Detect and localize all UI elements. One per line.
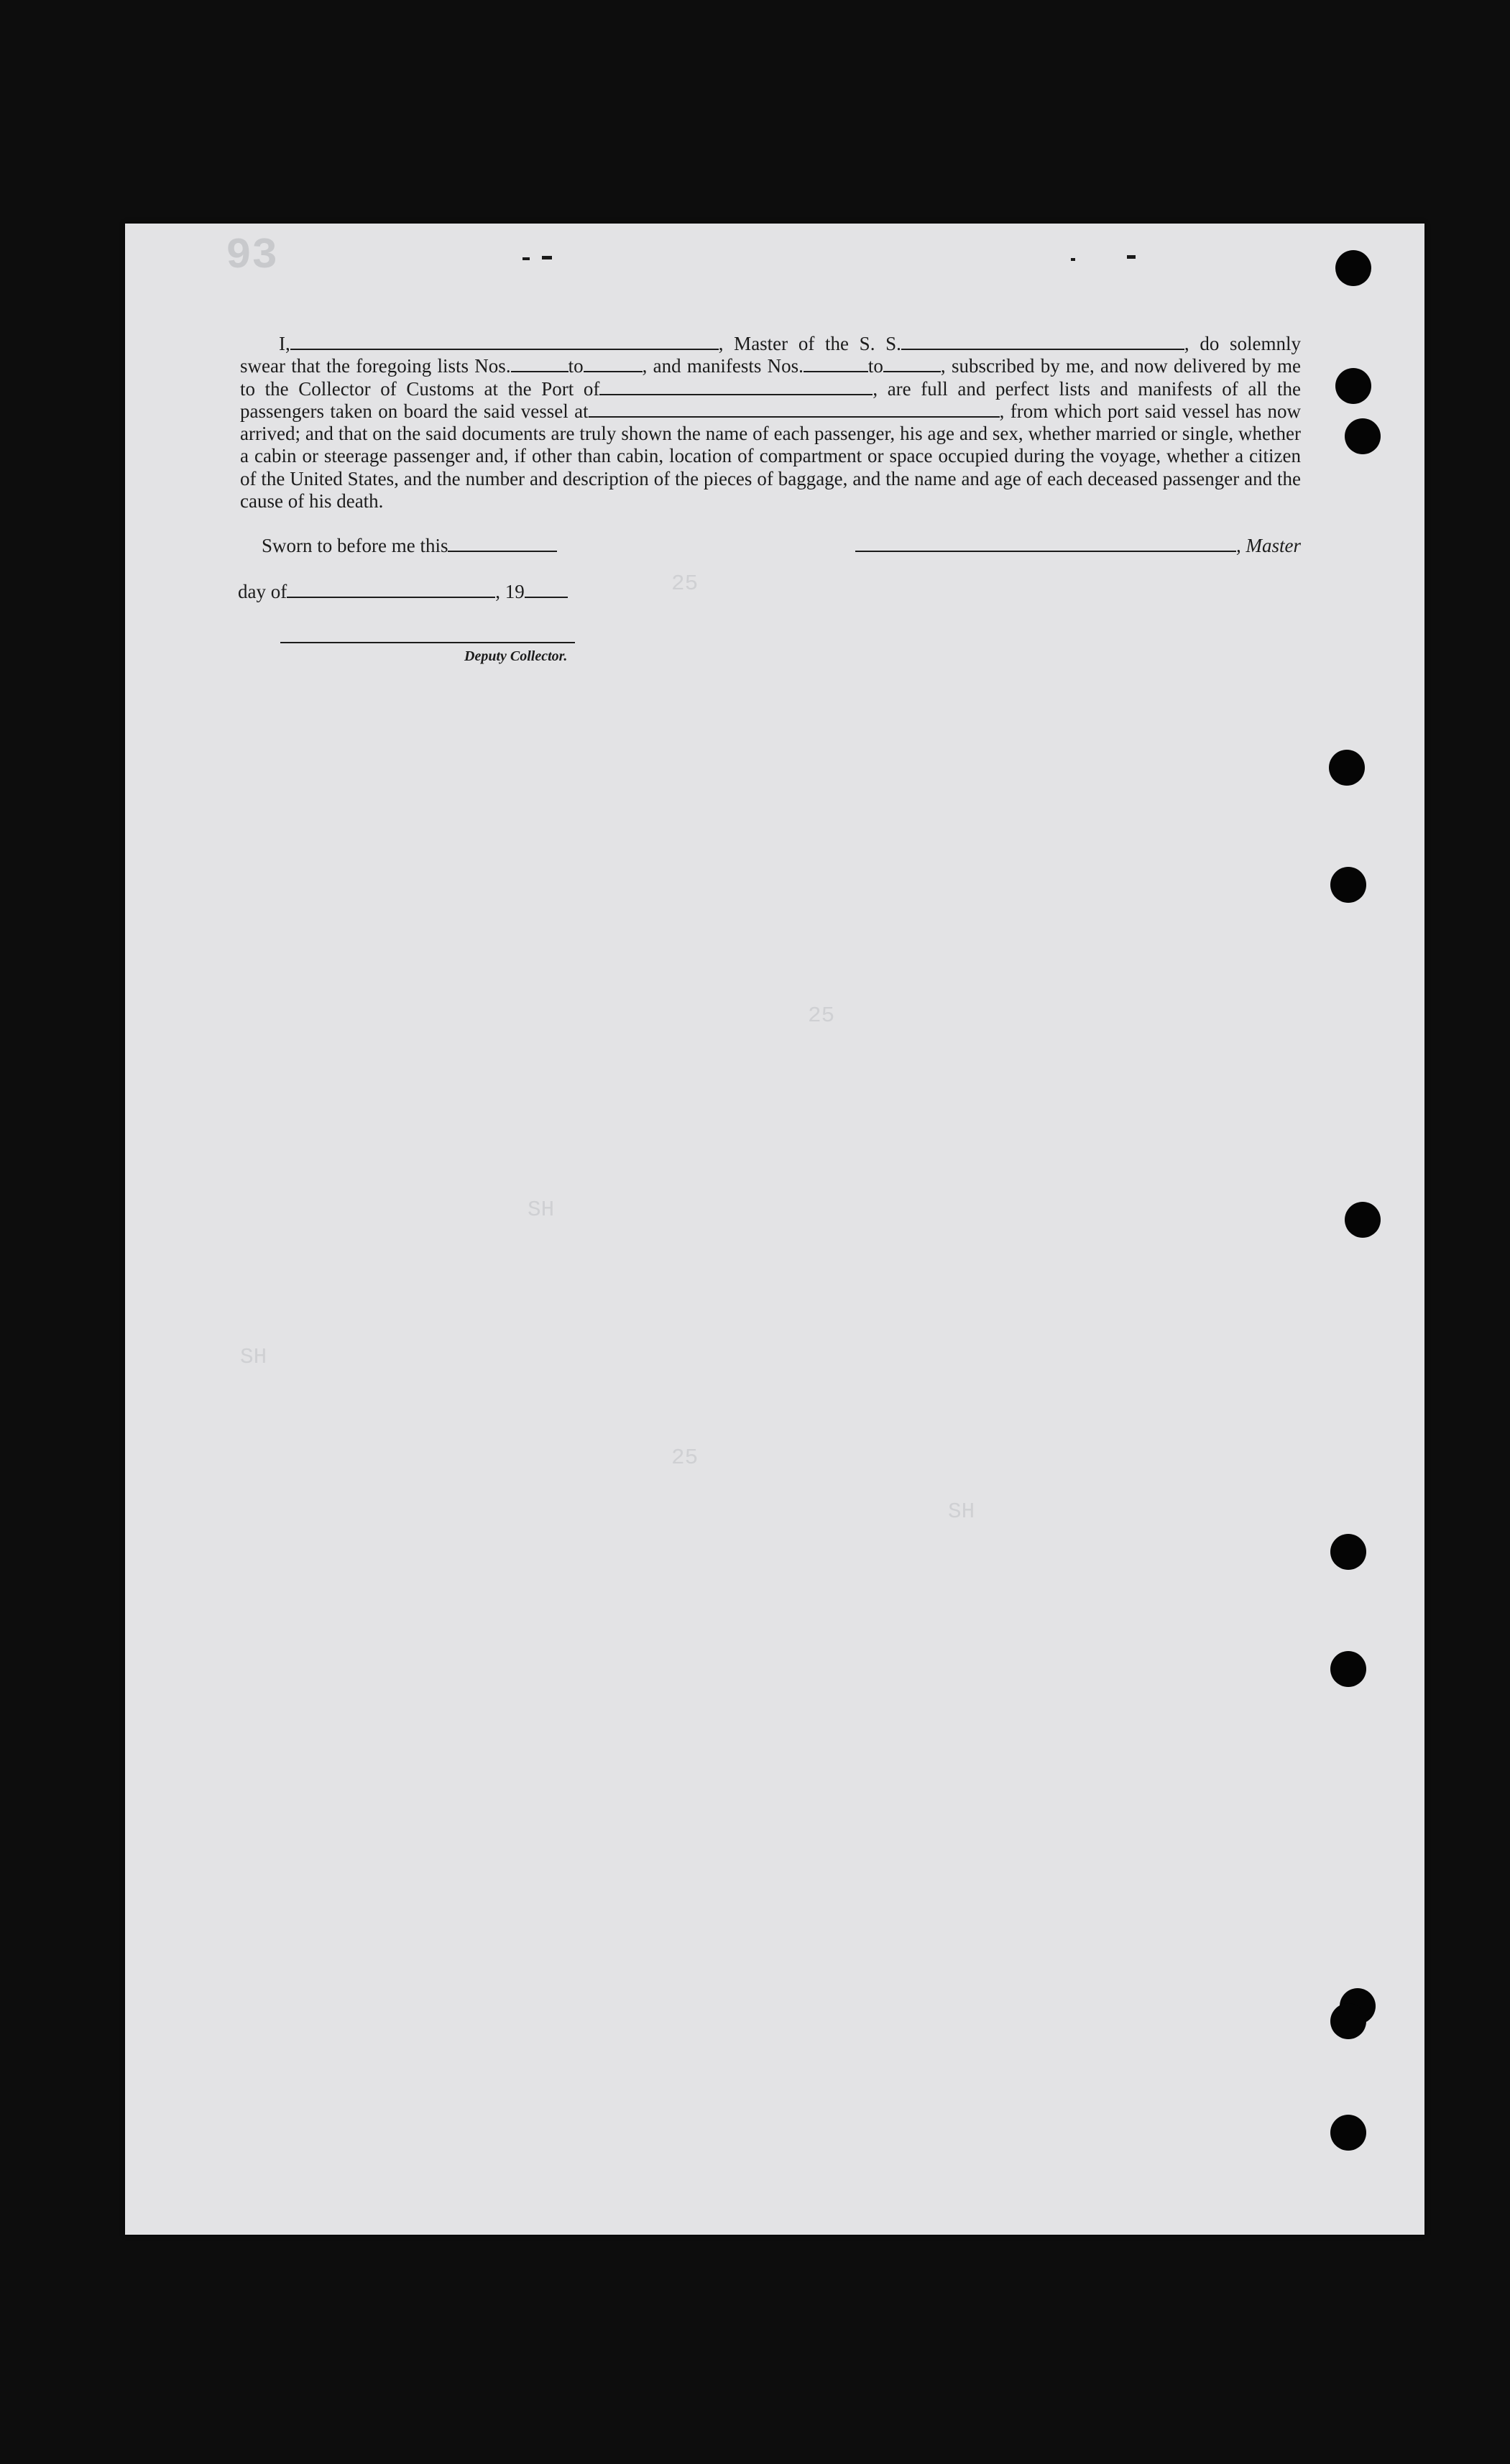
- lists-to-blank: [584, 355, 643, 372]
- bleed-through-text: SH: [948, 1499, 975, 1525]
- top-mark: [522, 257, 530, 260]
- punch-hole: [1345, 418, 1381, 454]
- deputy-collector-label: Deputy Collector.: [464, 648, 568, 664]
- deputy-signature-blank: [280, 626, 575, 643]
- punch-hole: [1330, 1651, 1366, 1687]
- bleed-through-text: 25: [671, 1445, 699, 1471]
- manifests-to-blank: [883, 355, 941, 372]
- manifest-page: [125, 224, 1424, 2235]
- embark-port-blank: [589, 400, 1000, 418]
- master-signature-blank: [855, 535, 1236, 552]
- oath-paragraph: I, , Master of the S. S. , do solemnly swear that the foregoing lists Nos. to , and manifests Nos. to , subscribed by me, and now delivered by me to the Collector of Customs at the Port of , are full and perfect lists and manifests of all the passengers taken on board the said vessel at , from which port said vessel has now arrived; and that on the said documents are truly shown the name of each passenger, his age and sex, whether married or single, whether a cabin or steerage passenger and, if other than cabin, location of compartment or space occupied during the voyage, whether a citizen of the United States, and the number and description of the pieces of baggage, and the name and age of each deceased passenger and the cause of his death.: [240, 333, 1302, 512]
- punch-hole: [1330, 2003, 1366, 2039]
- master-signature-line: , Master: [855, 535, 1301, 557]
- punch-hole: [1329, 750, 1365, 786]
- stamp-number: 93: [226, 232, 278, 281]
- punch-hole: [1335, 250, 1371, 286]
- month-blank: [287, 581, 495, 598]
- bleed-through-text: SH: [528, 1197, 555, 1223]
- deputy-signature-line: [280, 626, 575, 648]
- top-mark: [1127, 255, 1136, 259]
- punch-hole: [1330, 1534, 1366, 1570]
- manifests-from-blank: [804, 355, 868, 372]
- bleed-through-text: 25: [808, 1003, 835, 1029]
- sworn-line: Sworn to before me this: [262, 535, 557, 557]
- year-blank: [525, 581, 568, 598]
- punch-hole: [1330, 2115, 1366, 2151]
- sworn-day-blank: [448, 535, 557, 552]
- bleed-through-text: 25: [671, 571, 699, 597]
- master-name-blank: [290, 333, 719, 350]
- lists-from-blank: [511, 355, 568, 372]
- day-of-line: day of , 19: [238, 581, 568, 603]
- top-mark: [1071, 258, 1075, 261]
- punch-hole: [1335, 368, 1371, 404]
- vessel-name-blank: [901, 333, 1184, 350]
- port-blank: [599, 378, 873, 395]
- punch-hole: [1345, 1202, 1381, 1238]
- bleed-through-text: SH: [240, 1345, 267, 1370]
- punch-hole: [1330, 867, 1366, 903]
- top-mark: [542, 256, 552, 259]
